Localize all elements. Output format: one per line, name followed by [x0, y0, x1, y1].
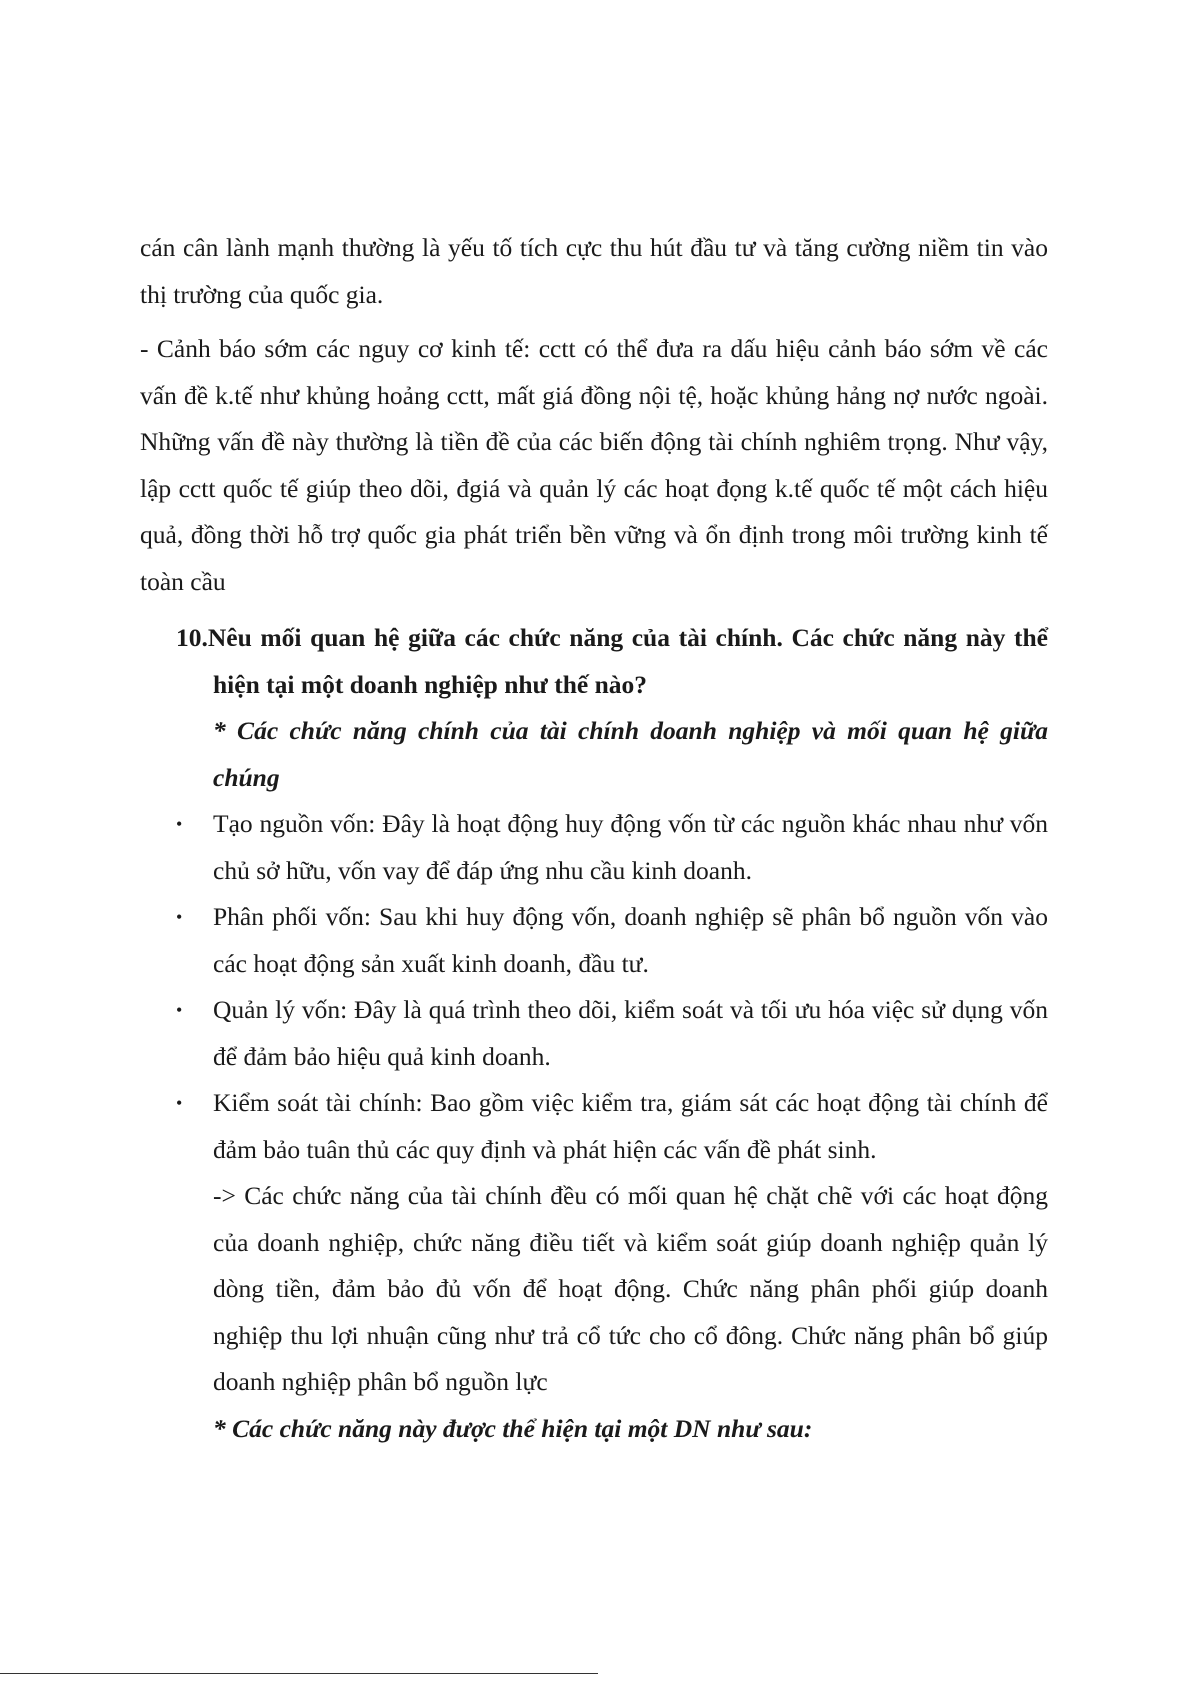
- list-item-text: Kiểm soát tài chính: Bao gồm việc kiểm tra, giám sát các hoạt động tài chính để đảm bảo tuân thủ các quy định và phát hiện các vấn đề phát sinh.: [213, 1088, 1048, 1164]
- bullet-icon: •: [176, 1000, 183, 1020]
- page-body: [140, 225, 1048, 1452]
- list-item: [140, 801, 1048, 894]
- list-item-text: Phân phối vốn: Sau khi huy động vốn, doanh nghiệp sẽ phân bổ nguồn vốn vào các hoạt động sản xuất kinh doanh, đầu tư.: [213, 902, 1048, 978]
- list-item: [140, 1080, 1048, 1173]
- question-text: Nêu mối quan hệ giữa các chức năng của tài chính. Các chức năng này thể hiện tại một doanh nghiệp như thế nào?: [207, 623, 1048, 699]
- list-item-text: Tạo nguồn vốn: Đây là hoạt động huy động vốn từ các nguồn khác nhau như vốn chủ sở hữu, vốn vay để đáp ứng nhu cầu kinh doanh.: [213, 809, 1048, 885]
- list-item-text: Quản lý vốn: Đây là quá trình theo dõi, kiểm soát và tối ưu hóa việc sử dụng vốn để đảm bảo hiệu quả kinh doanh.: [213, 995, 1048, 1071]
- bullet-icon: •: [176, 907, 183, 927]
- question-heading: [176, 615, 1048, 708]
- functions-bullet-list: [140, 801, 1048, 1173]
- subheading-enterprise-functions: * Các chức năng này được thể hiện tại một DN như sau:: [213, 1413, 813, 1443]
- question-number: 10.: [176, 623, 208, 652]
- footer-divider: [0, 1673, 598, 1674]
- list-item: [140, 987, 1048, 1080]
- bullet-icon: •: [176, 1093, 183, 1113]
- conclusion-paragraph: -> Các chức năng của tài chính đều có mối quan hệ chặt chẽ với các hoạt động của doanh nghiệp, chức năng điều tiết và kiểm soát giúp doanh nghiệp quản lý dòng tiền, đảm bảo đủ vốn để hoạt động. Chức năng phân phối giúp doanh nghiệp thu lợi nhuận cũng như trả cổ tức cho cổ đông. Chức năng phân bổ giúp doanh nghiệp phân bổ nguồn lực: [213, 1181, 1048, 1396]
- paragraph-balance-continuation: cán cân lành mạnh thường là yếu tố tích cực thu hút đầu tư và tăng cường niềm tin vào thị trường của quốc gia.: [140, 233, 1048, 309]
- subheading-functions-relationship: * Các chức năng chính của tài chính doanh nghiệp và mối quan hệ giữa chúng: [213, 716, 1048, 792]
- bullet-icon: •: [176, 814, 183, 834]
- list-item: [140, 894, 1048, 987]
- paragraph-early-warning: - Cảnh báo sớm các nguy cơ kinh tế: cctt có thể đưa ra dấu hiệu cảnh báo sớm về các vấn đề k.tế như khủng hoảng cctt, mất giá đồng nội tệ, hoặc khủng hảng nợ nước ngoài. Những vấn đề này thường là tiền đề của các biến động tài chính nghiêm trọng. Như vậy, lập cctt quốc tế giúp theo dõi, đgiá và quản lý các hoạt đọng k.tế quốc tế một cách hiệu quả, đồng thời hỗ trợ quốc gia phát triển bền vững và ổn định trong môi trường kinh tế toàn cầu: [140, 334, 1048, 596]
